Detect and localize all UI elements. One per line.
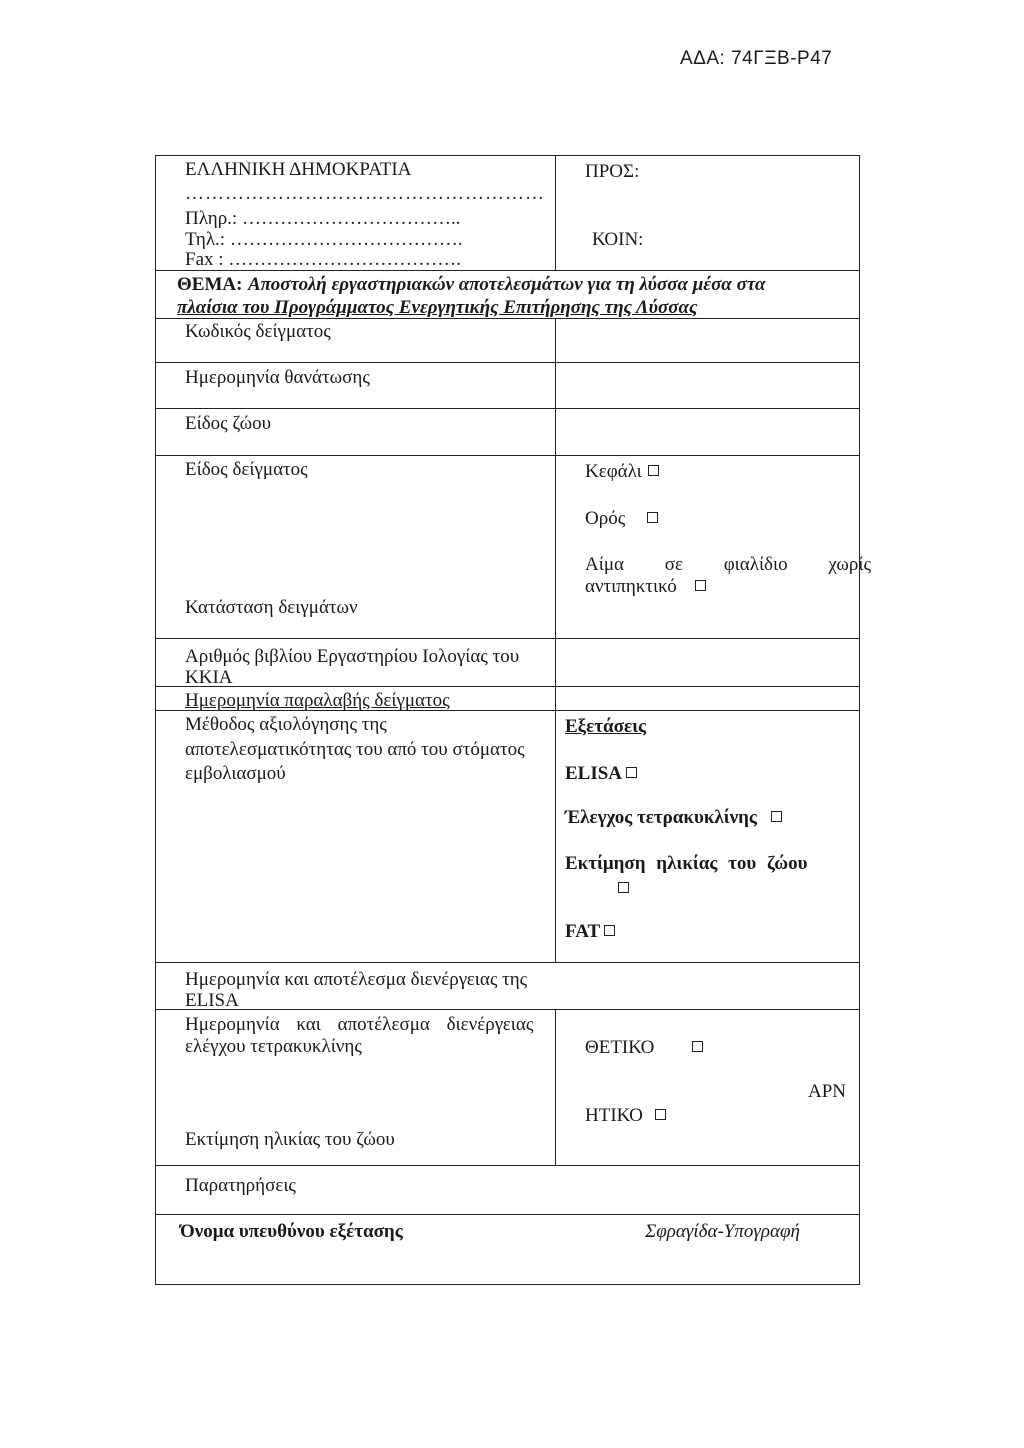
subject-line2: πλαίσια του Προγράμματος Ενεργητικής Επιτήρησης της Λύσσας xyxy=(177,297,698,318)
elisa-date-label-1: Ημερομηνία και αποτέλεσμα διενέργειας της xyxy=(185,969,528,990)
divider xyxy=(155,1214,860,1215)
divider xyxy=(155,408,860,409)
test-fat-label: FAT xyxy=(565,921,601,942)
divider xyxy=(555,318,556,962)
subject-line1: Αποστολή εργαστηριακών αποτελεσμάτων για τη λύσσα μέσα στα xyxy=(248,274,766,295)
examiner-name-label: Όνομα υπευθύνου εξέτασης xyxy=(180,1221,403,1242)
test-fat xyxy=(565,920,615,943)
serum-checkbox[interactable] xyxy=(647,512,658,523)
result-positive-label: ΘΕΤΙΚΟ xyxy=(585,1037,655,1058)
divider xyxy=(155,1165,860,1166)
test-elisa xyxy=(565,762,637,785)
koin-label: ΚΟΙΝ: xyxy=(592,229,644,250)
pros-label: ΠΡΟΣ: xyxy=(585,161,640,182)
test-tetracycline-label: Έλεγχος τετρακυκλίνης xyxy=(565,807,757,828)
tetra-date-label-1: Ημερομηνία και αποτέλεσμα διενέργειας xyxy=(185,1014,534,1035)
option-blood-line1: Αίμα σε φιαλίδιο χωρίς xyxy=(585,554,872,575)
method-label-1: Μέθοδος αξιολόγησης της xyxy=(185,714,387,735)
sample-condition-label: Κατάσταση δειγμάτων xyxy=(185,597,358,618)
method-label-3: εμβολιασμού xyxy=(185,763,286,784)
blood-checkbox[interactable] xyxy=(695,580,706,591)
option-blood-line2 xyxy=(585,575,706,598)
dots-line: ……………………………………………… xyxy=(185,183,545,204)
test-tetracycline xyxy=(565,806,782,829)
option-blood-label: αντιπηκτικό xyxy=(585,576,677,597)
divider xyxy=(555,155,556,270)
tetra-date-label-2: ελέγχου τετρακυκλίνης xyxy=(185,1036,362,1057)
age-checkbox[interactable] xyxy=(618,882,629,893)
republic-title: ΕΛΛΗΝΙΚΗ ΔΗΜΟΚΡΑΤΙΑ xyxy=(185,159,412,180)
sample-type-label: Είδος δείγματος xyxy=(185,459,308,480)
fat-checkbox[interactable] xyxy=(604,925,615,936)
option-head xyxy=(585,460,659,483)
divider xyxy=(155,638,860,639)
subject-label: ΘΕΜΑ: xyxy=(177,274,243,295)
elisa-checkbox[interactable] xyxy=(626,767,637,778)
option-serum xyxy=(585,507,658,530)
test-elisa-label: ELISA xyxy=(565,763,623,784)
age-estimation-label: Εκτίμηση ηλικίας του ζώου xyxy=(185,1129,395,1150)
til-field: Τηλ.: ………………………………. xyxy=(185,229,463,250)
test-age-box-wrap xyxy=(618,877,629,900)
sample-code-label: Κωδικός δείγματος xyxy=(185,321,331,342)
receipt-date-label: Ημερομηνία παραλαβής δείγματος xyxy=(185,690,450,711)
tetracycline-checkbox[interactable] xyxy=(771,811,782,822)
tests-title: Εξετάσεις xyxy=(565,716,646,737)
fax-field: Fax : ………………………………. xyxy=(185,249,462,270)
head-checkbox[interactable] xyxy=(648,465,659,476)
pliro-field: Πληρ.: …………………………….. xyxy=(185,208,461,229)
book-number-label-1: Αριθμός βιβλίου Εργαστηρίου Ιολογίας του xyxy=(185,646,520,667)
divider xyxy=(155,962,860,963)
result-htiko xyxy=(585,1104,666,1127)
method-label-2: αποτελεσματικότητας του από του στόματος xyxy=(185,739,525,760)
stamp-signature-label: Σφραγίδα-Υπογραφή xyxy=(645,1221,800,1242)
divider xyxy=(155,455,860,456)
divider xyxy=(155,362,860,363)
animal-species-label: Είδος ζώου xyxy=(185,413,272,434)
htiko-checkbox[interactable] xyxy=(655,1109,666,1120)
death-date-label: Ημερομηνία θανάτωσης xyxy=(185,367,370,388)
elisa-date-label-2: ELISA xyxy=(185,990,239,1011)
remarks-label: Παρατηρήσεις xyxy=(185,1175,296,1196)
positive-checkbox[interactable] xyxy=(692,1041,703,1052)
divider xyxy=(555,1009,556,1165)
result-positive xyxy=(585,1036,703,1059)
divider xyxy=(155,1009,860,1010)
divider xyxy=(155,686,860,687)
test-age-label: Εκτίμηση ηλικίας του ζώου xyxy=(565,853,808,874)
result-htiko-label: ΗΤΙΚΟ xyxy=(585,1105,643,1126)
option-serum-label: Ορός xyxy=(585,508,626,529)
book-number-label-2: ΚΚΙΑ xyxy=(185,667,233,688)
result-apn-label: ΑΡΝ xyxy=(808,1081,847,1102)
option-head-label: Κεφάλι xyxy=(585,461,642,482)
ada-number: ΑΔΑ: 74ΓΞΒ-Ρ47 xyxy=(680,48,833,69)
